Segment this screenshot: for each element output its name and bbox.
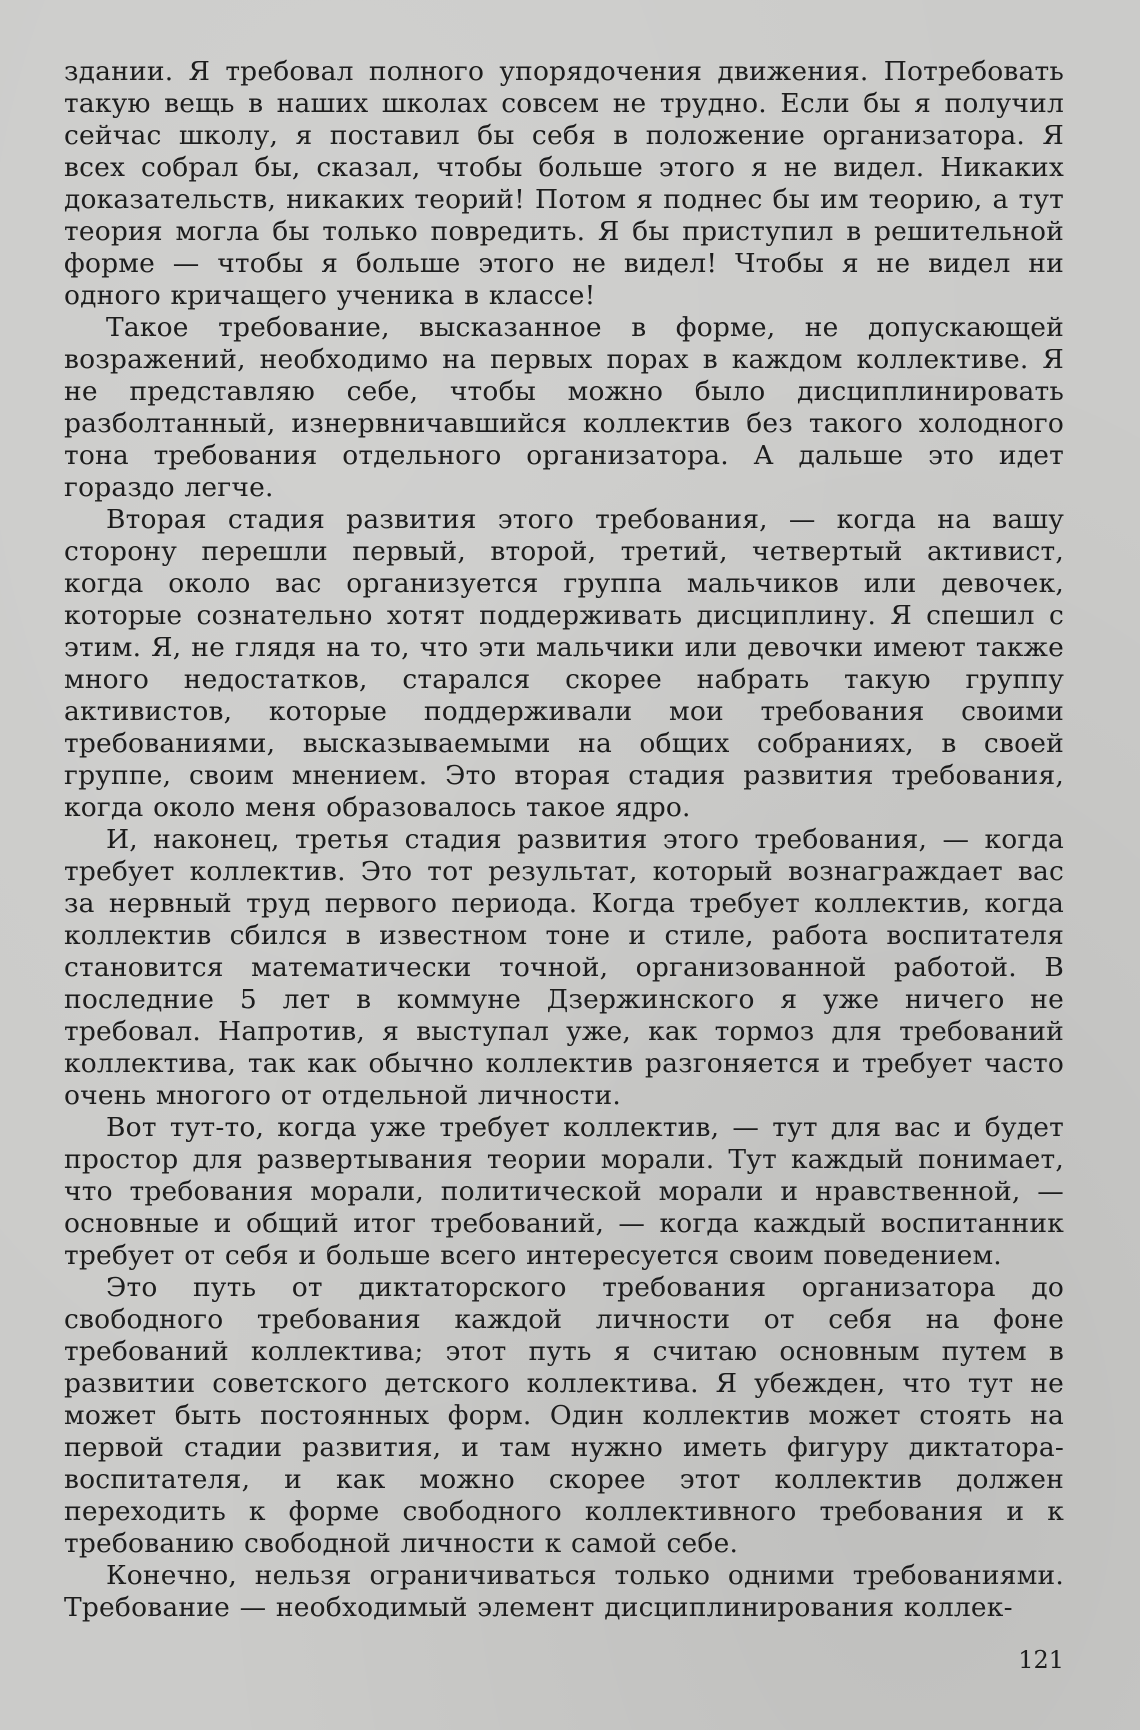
page-number: 121 bbox=[1018, 1646, 1064, 1674]
paragraph: здании. Я требовал полного упорядочения движения. Потребовать такую вещь в наших школах совсем не трудно. Если бы я получил сейчас школу, я поставил бы себя в положение организатора. Я всех собрал бы, сказал, чтобы больше этого я не видел. Никаких доказательств, никаких теорий! Потом я поднес бы им теорию, а тут теория могла бы только повредить. Я бы приступил в решительной форме — чтобы я больше этого не видел! Чтобы я не видел ни одного кричащего ученика в классе! bbox=[64, 56, 1064, 311]
paragraph: И, наконец, третья стадия развития этого требования, — когда требует коллектив. Это тот результат, который вознаграждает вас за нервный труд первого периода. Когда требует коллектив, когда коллектив сбился в известном тоне и стиле, работа воспитателя становится математически точной, организованной работой. В последние 5 лет в коммуне Дзержинского я уже ничего не требовал. Напротив, я выступал уже, как тормоз для требований коллектива, так как обычно коллектив разгоняется и требует часто очень многого от отдельной личности. bbox=[64, 824, 1064, 1111]
paragraph: Это путь от диктаторского требования организатора до свободного требования каждой личности от себя на фоне требований коллектива; этот путь я считаю основным путем в развитии советского детского коллектива. Я убежден, что тут не может быть постоянных форм. Один коллектив может стоять на первой стадии развития, и там нужно иметь фигуру диктатора-воспитателя, и как можно скорее этот коллектив должен переходить к форме свободного коллективного требования и к требованию свободной личности к самой себе. bbox=[64, 1272, 1064, 1559]
paragraph: Вторая стадия развития этого требования, — когда на вашу сторону перешли первый, второй, третий, четвертый активист, когда около вас организуется группа мальчиков или девочек, которые сознательно хотят поддерживать дисциплину. Я спешил с этим. Я, не глядя на то, что эти мальчики или девочки имеют также много недостатков, старался скорее набрать такую группу активистов, которые поддерживали мои требования своими требованиями, высказываемыми на общих собраниях, в своей группе, своим мнением. Это вторая стадия развития требования, когда около меня образовалось такое ядро. bbox=[64, 504, 1064, 823]
paragraph: Конечно, нельзя ограничиваться только одними требованиями. Требование — необходимый элемент дисциплинирования коллек- bbox=[64, 1560, 1064, 1623]
body-text bbox=[64, 56, 1064, 1624]
paragraph: Вот тут-то, когда уже требует коллектив, — тут для вас и будет простор для развертывания теории морали. Тут каждый понимает, что требования морали, политической морали и нравственной, — основные и общий итог требований, — когда каждый воспитанник требует от себя и больше всего интересуется своим поведением. bbox=[64, 1112, 1064, 1271]
paragraph: Такое требование, высказанное в форме, не допускающей возражений, необходимо на первых порах в каждом коллективе. Я не представляю себе, чтобы можно было дисциплинировать разболтанный, изнервничавшийся коллектив без такого холодного тона требования отдельного организатора. А дальше это идет гораздо легче. bbox=[64, 312, 1064, 503]
